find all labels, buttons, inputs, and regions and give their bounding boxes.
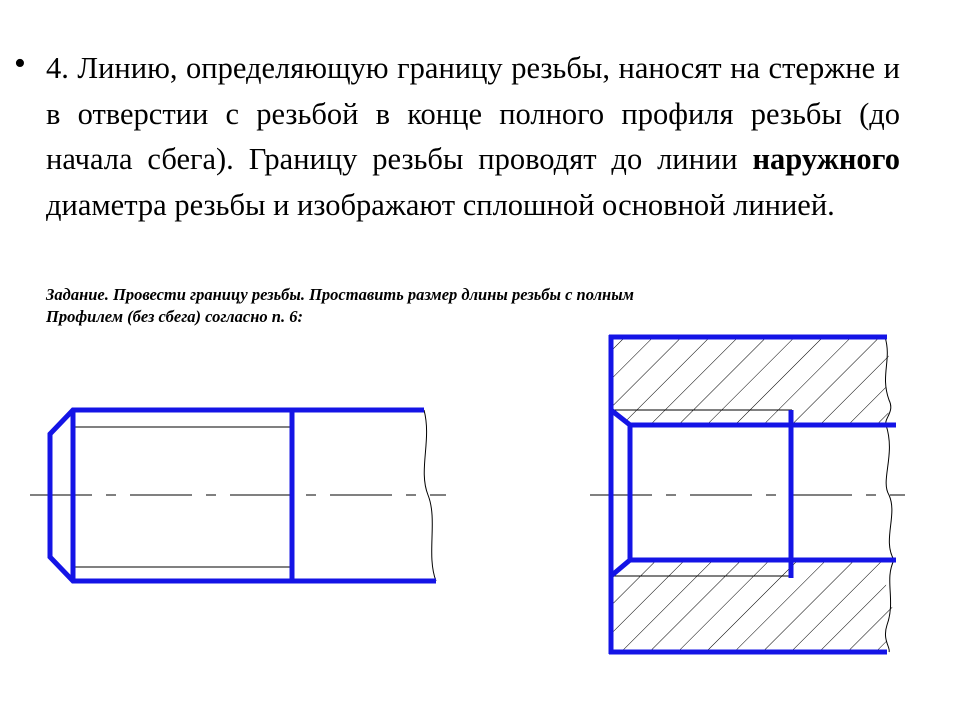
paragraph-text-start: 4. Линию, определяющую границу резьбы, наносят на стержне и в отверстии с резьбой в конце полного профиля резьбы (до начала сбега). Границу резьбы проводят до линии [46, 51, 900, 176]
hole-hatch-bottom [605, 555, 905, 660]
hole-bore-outline [611, 410, 896, 576]
task-line-1: Задание. Провести границу резьбы. Проставить размер длины резьбы с полным [46, 285, 634, 304]
task-line-2: Профилем (без сбега) согласно п. 6: [46, 307, 303, 326]
threaded-rod-figure [30, 410, 446, 581]
paragraph-text-end: диаметра резьбы и изображают сплошной основной линией. [46, 187, 835, 222]
paragraph-bold-word: наружного [752, 142, 900, 176]
hole-break-line-middle [886, 425, 894, 560]
threaded-hole-figure [590, 330, 905, 660]
hole-hatch-top [605, 330, 905, 430]
bullet-point: • [14, 45, 26, 82]
